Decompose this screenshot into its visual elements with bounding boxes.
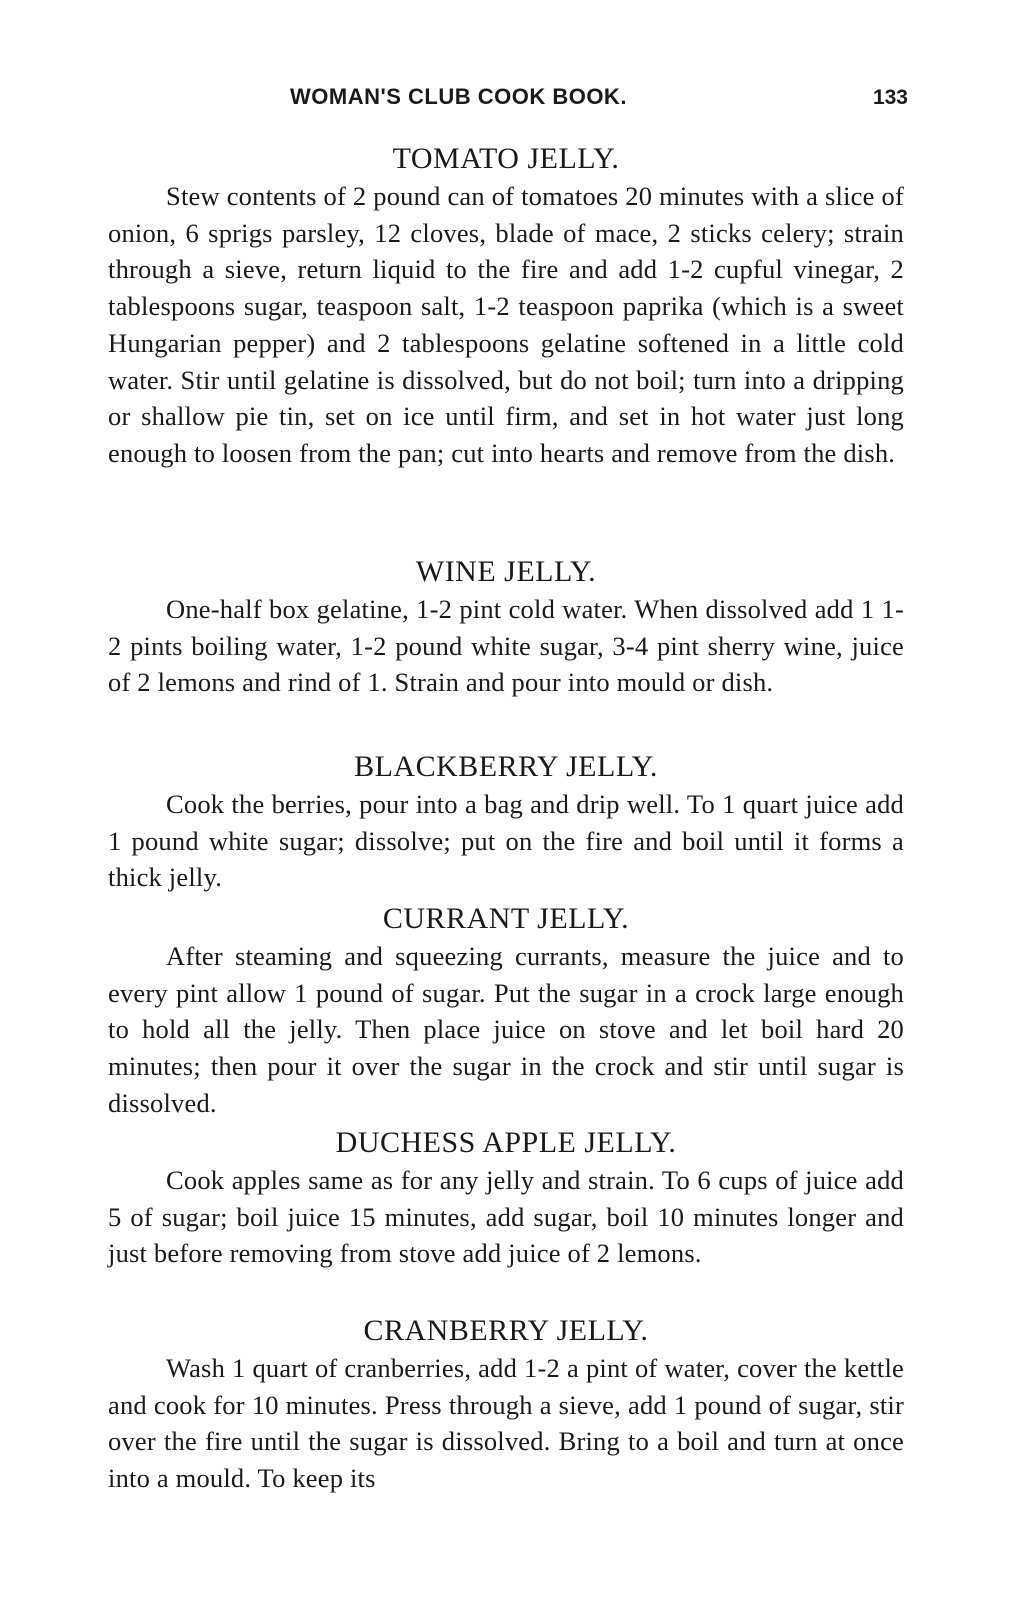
recipe-title: BLACKBERRY JELLY. xyxy=(354,750,658,783)
recipe-text: Cook the berries, pour into a bag and drip well. To 1 quart juice add 1 pound white sugar; dissolve; put on the fire and boil until it forms a thick jelly. xyxy=(108,789,904,893)
recipe-text: Stew contents of 2 pound can of tomatoes 20 minutes with a slice of onion, 6 sprigs parsley, 12 cloves, blade of mace, 2 sticks celery; strain through a sieve, return liquid to the fire and add 1-2 cupful vinegar, 2 tablespoons sugar, teaspoon salt, 1-2 teaspoon paprika (which is a sweet Hungarian pepper) and 2 tablespoons gelatine softened in a little cold water. Stir until gelatine is dissolved, but do not boil; turn into a dripping or shallow pie tin, set on ice until firm, and set in hot water just long enough to loosen from the pan; cut into hearts and remove from the dish. xyxy=(108,181,904,468)
recipe-text: After steaming and squeezing currants, measure the juice and to every pint allow 1 pound of sugar. Put the sugar in a crock large enough to hold all the jelly. Then place juice on stove and let boil hard 20 minutes; then pour it over the sugar in the crock and stir until sugar is dissolved. xyxy=(108,941,904,1118)
recipe-cranberry-jelly xyxy=(108,1314,904,1497)
recipe-tomato-jelly xyxy=(108,142,904,472)
recipe-blackberry-jelly xyxy=(108,750,904,896)
recipe-duchess-apple-jelly xyxy=(108,1126,904,1272)
recipe-title: DUCHESS APPLE JELLY. xyxy=(335,1126,677,1159)
recipe-currant-jelly xyxy=(108,902,904,1122)
running-title: WOMAN'S CLUB COOK BOOK. xyxy=(290,84,627,109)
recipe-title: WINE JELLY. xyxy=(415,555,597,588)
recipe-title: CRANBERRY JELLY. xyxy=(363,1314,649,1347)
recipe-text: One-half box gelatine, 1-2 pint cold water. When dissolved add 1 1-2 pints boiling water, 1-2 pound white sugar, 3-4 pint sherry wine, juice of 2 lemons and rind of 1. Strain and pour into mould or dish. xyxy=(108,594,904,698)
recipe-text: Cook apples same as for any jelly and strain. To 6 cups of juice add 5 of sugar; boil juice 15 minutes, add sugar, boil 10 minutes longer and just before removing from stove add juice of 2 lemons. xyxy=(108,1165,904,1269)
recipe-title: CURRANT JELLY. xyxy=(382,902,630,935)
recipe-wine-jelly xyxy=(108,555,904,701)
recipe-text: Wash 1 quart of cranberries, add 1-2 a pint of water, cover the kettle and cook for 10 minutes. Press through a sieve, add 1 pound of sugar, stir over the fire until the sugar is dissolved. Bring to a boil and turn at once into a mould. To keep its xyxy=(108,1353,904,1494)
running-head xyxy=(108,84,908,116)
page-number: 133 xyxy=(872,86,908,109)
recipe-title: TOMATO JELLY. xyxy=(392,142,620,175)
